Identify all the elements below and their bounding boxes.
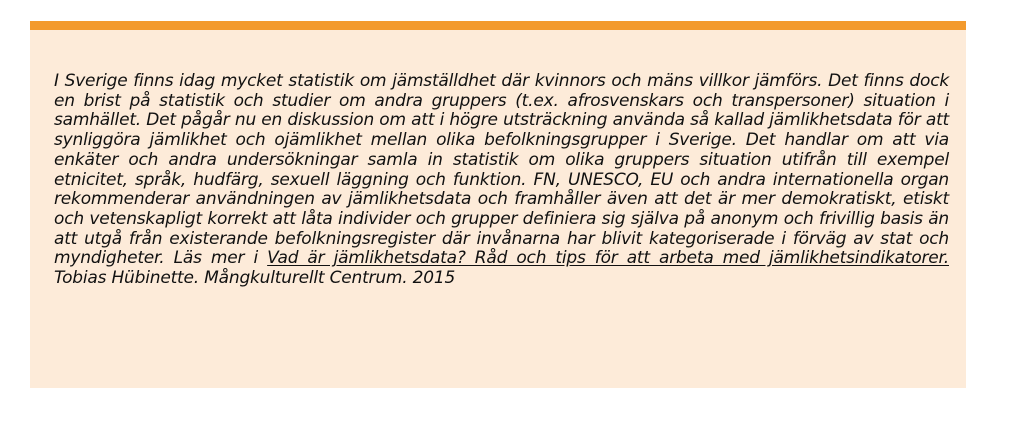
info-box <box>30 21 966 388</box>
info-paragraph <box>54 72 949 289</box>
reference-link[interactable]: Vad är jämlikhetsdata? Råd och tips för att arbeta med jämlikhetsindikatorer. <box>267 248 949 269</box>
paragraph-intro: I Sverige finns idag mycket statistik om jämställdhet där kvinnors och mäns villkor jämförs. Det finns dock en brist på statistik och studier om andra gruppers (t.ex. afrosvenskars och transpersoner) situation i samhället. Det pågår nu en diskussion om att i högre utsträckning använda så kallad jämlikhetsdata för att synliggöra jämlikhet och ojämlikhet mellan olika befolkningsgrupper i Sverige. Det handlar om att via enkäter och andra undersökningar samla in statistik om olika gruppers situation utifrån till exempel etnicitet, språk, hudfärg, sexuell läggning och funktion. FN, UNESCO, EU och andra internationella organ rekommenderar användningen av jämlikhetsdata och framhåller även att det är mer demokratiskt, etiskt och vetenskapligt korrekt att låta individer och grupper definiera sig själva på anonym och frivillig basis än att utgå från existerande befolkningsregister där invånarna har blivit kategoriserade i förväg av stat och myndigheter. Läs mer i <box>54 71 949 269</box>
reference-source: Tobias Hübinette. Mångkulturellt Centrum. 2015 <box>54 268 456 289</box>
